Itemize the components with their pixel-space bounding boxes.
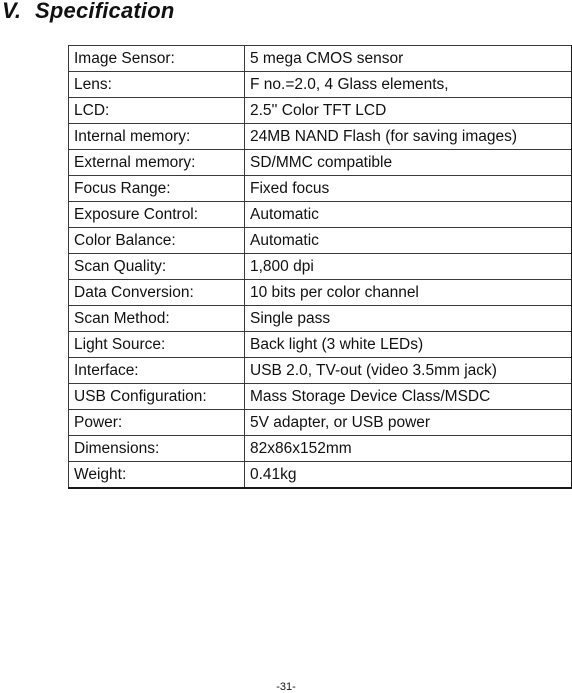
spec-label: Lens: (69, 72, 245, 98)
spec-label: Data Conversion: (69, 280, 245, 306)
spec-value: 0.41kg (245, 462, 572, 489)
spec-label: USB Configuration: (69, 384, 245, 410)
specification-table (68, 45, 572, 489)
spec-value: Automatic (245, 202, 572, 228)
spec-value: 1,800 dpi (245, 254, 572, 280)
spec-value: Back light (3 white LEDs) (245, 332, 572, 358)
spec-label: Exposure Control: (69, 202, 245, 228)
section-heading (2, 0, 175, 24)
spec-value: 5 mega CMOS sensor (245, 46, 572, 72)
spec-label: Internal memory: (69, 124, 245, 150)
table-row (69, 358, 572, 384)
spec-label: Power: (69, 410, 245, 436)
spec-label: Interface: (69, 358, 245, 384)
spec-label: Weight: (69, 462, 245, 489)
spec-value: 5V adapter, or USB power (245, 410, 572, 436)
spec-value: 24MB NAND Flash (for saving images) (245, 124, 572, 150)
table-row (69, 410, 572, 436)
spec-value: 10 bits per color channel (245, 280, 572, 306)
table-row (69, 384, 572, 410)
spec-label: Focus Range: (69, 176, 245, 202)
spec-value: SD/MMC compatible (245, 150, 572, 176)
spec-label: Scan Method: (69, 306, 245, 332)
spec-label: Scan Quality: (69, 254, 245, 280)
spec-value: Single pass (245, 306, 572, 332)
section-number: V. (2, 0, 22, 23)
table-row (69, 228, 572, 254)
spec-value: USB 2.0, TV-out (video 3.5mm jack) (245, 358, 572, 384)
spec-value: 2.5'' Color TFT LCD (245, 98, 572, 124)
table-row (69, 202, 572, 228)
table-row (69, 436, 572, 462)
table-row (69, 280, 572, 306)
spec-label: Color Balance: (69, 228, 245, 254)
table-row (69, 306, 572, 332)
table-row (69, 98, 572, 124)
spec-label: External memory: (69, 150, 245, 176)
spec-value: Automatic (245, 228, 572, 254)
table-row (69, 254, 572, 280)
spec-label: Dimensions: (69, 436, 245, 462)
section-title: Specification (35, 0, 175, 23)
table-row (69, 72, 572, 98)
table-row (69, 462, 572, 489)
table-row (69, 176, 572, 202)
spec-label: LCD: (69, 98, 245, 124)
spec-value: F no.=2.0, 4 Glass elements, (245, 72, 572, 98)
spec-label: Image Sensor: (69, 46, 245, 72)
spec-value: Mass Storage Device Class/MSDC (245, 384, 572, 410)
spec-value: Fixed focus (245, 176, 572, 202)
spec-label: Light Source: (69, 332, 245, 358)
table-row (69, 46, 572, 72)
page-number: -31- (276, 681, 296, 693)
table-row (69, 332, 572, 358)
table-row (69, 124, 572, 150)
table-row (69, 150, 572, 176)
spec-value: 82x86x152mm (245, 436, 572, 462)
